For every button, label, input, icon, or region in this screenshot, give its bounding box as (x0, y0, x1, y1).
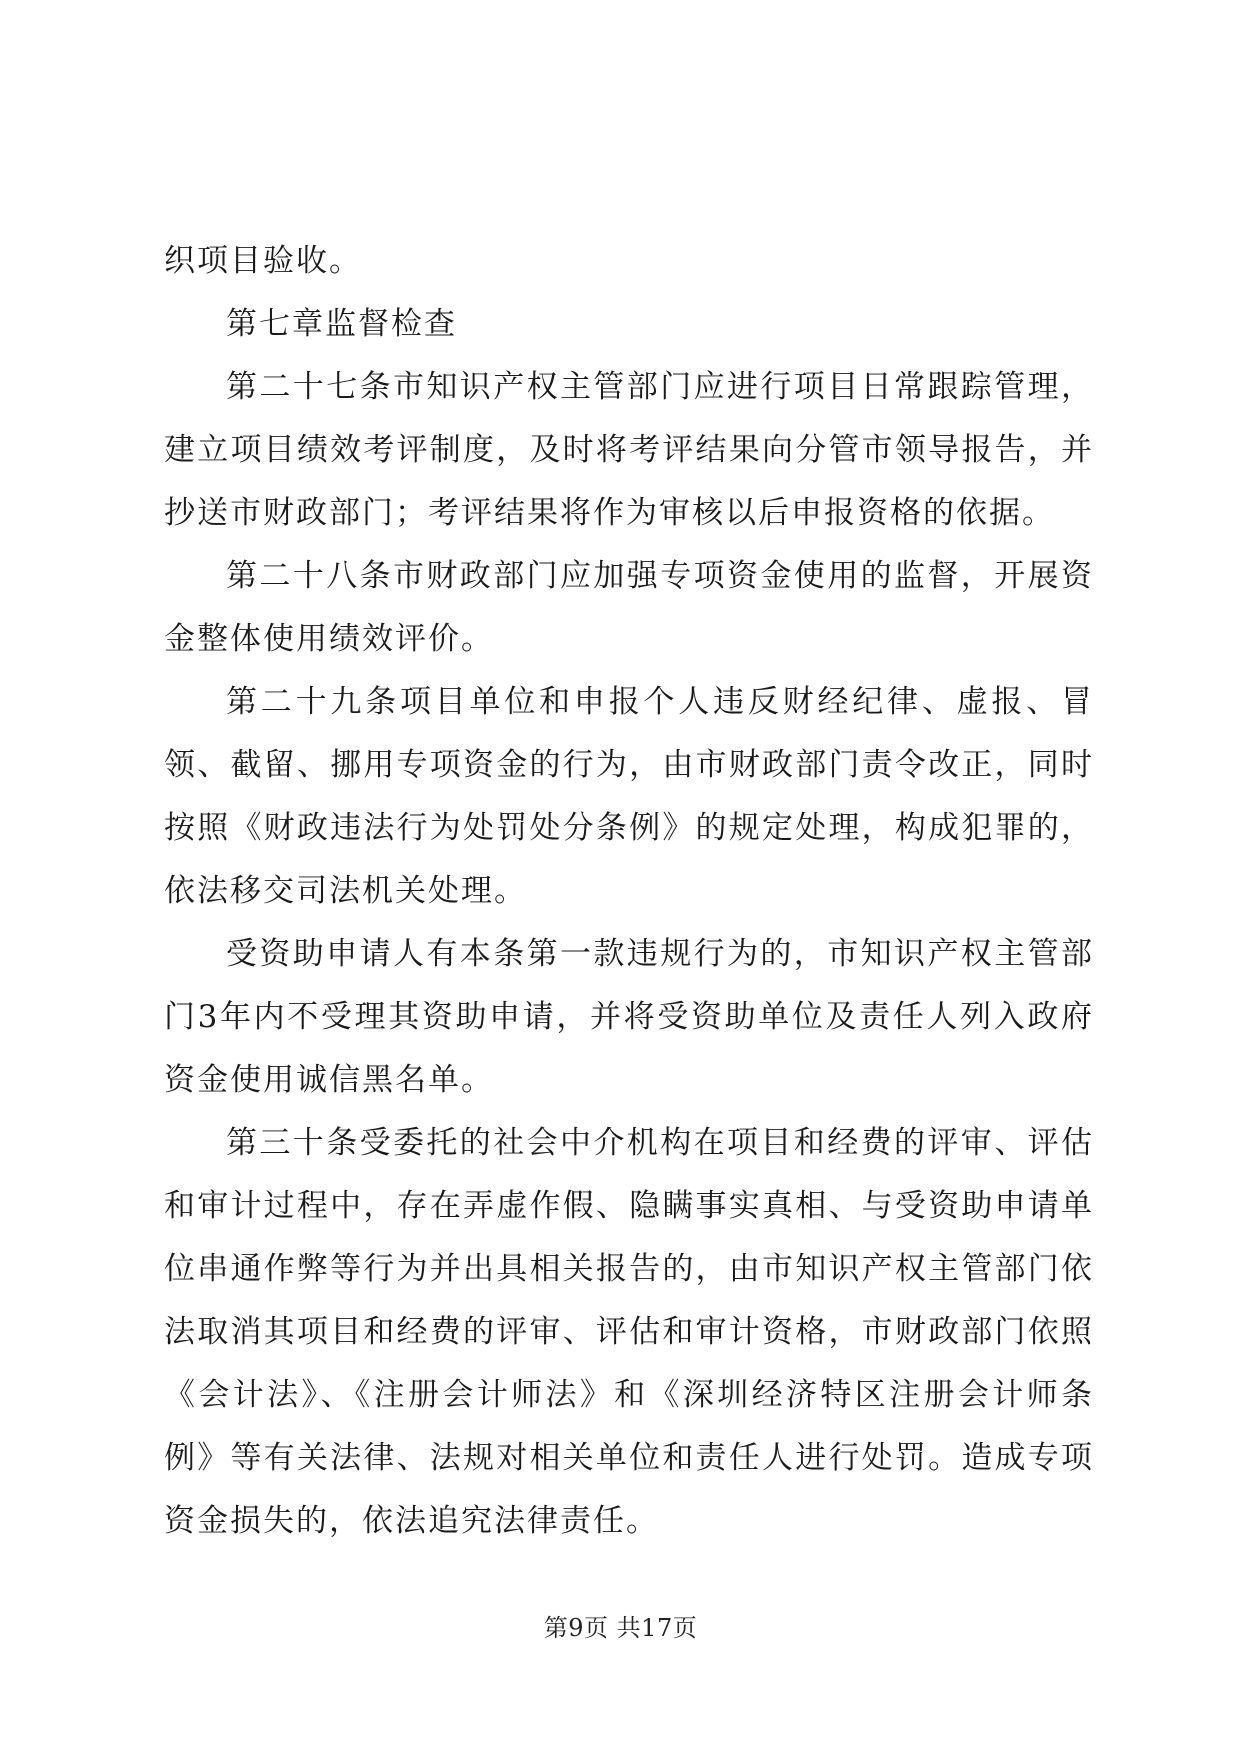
article-28: 第二十八条市财政部门应加强专项资金使用的监督，开展资金整体使用绩效评价。 (164, 558, 1094, 657)
page-footer: 第9页 共17页 (543, 1614, 698, 1642)
article-27: 第二十七条市知识产权主管部门应进行项目日常跟踪管理，建立项目绩效考评制度，及时将考评结果向分管市领导报告，并抄送市财政部门；考评结果将作为审核以后申报资格的依据。 (164, 369, 1094, 531)
article-29: 第二十九条项目单位和申报个人违反财经纪律、虚报、冒领、截留、挪用专项资金的行为，由市财政部门责令改正，同时按照《财政违法行为处罚处分条例》的规定处理，构成犯罪的，依法移交司法机关处理。 (164, 684, 1094, 909)
paragraph-continuation: 织项目验收。 (164, 243, 362, 279)
article-30: 第三十条受委托的社会中介机构在项目和经费的评审、评估和审计过程中，存在弄虚作假、隐瞒事实真相、与受资助申请单位串通作弊等行为并出具相关报告的，由市知识产权主管部门依法取消其项目和经费的评审、评估和审计资格，市财政部门依照《会计法》、《注册会计师法》和《深圳经济特区注册会计师条例》等有关法律、法规对相关单位和责任人进行处罚。造成专项资金损失的，依法追究法律责任。 (164, 1125, 1094, 1539)
article-29-clause-2: 受资助申请人有本条第一款违规行为的，市知识产权主管部门3年内不受理其资助申请，并将受资助单位及责任人列入政府资金使用诚信黑名单。 (164, 936, 1094, 1098)
document-body (164, 230, 1094, 1553)
chapter-heading: 第七章监督检查 (226, 306, 457, 342)
